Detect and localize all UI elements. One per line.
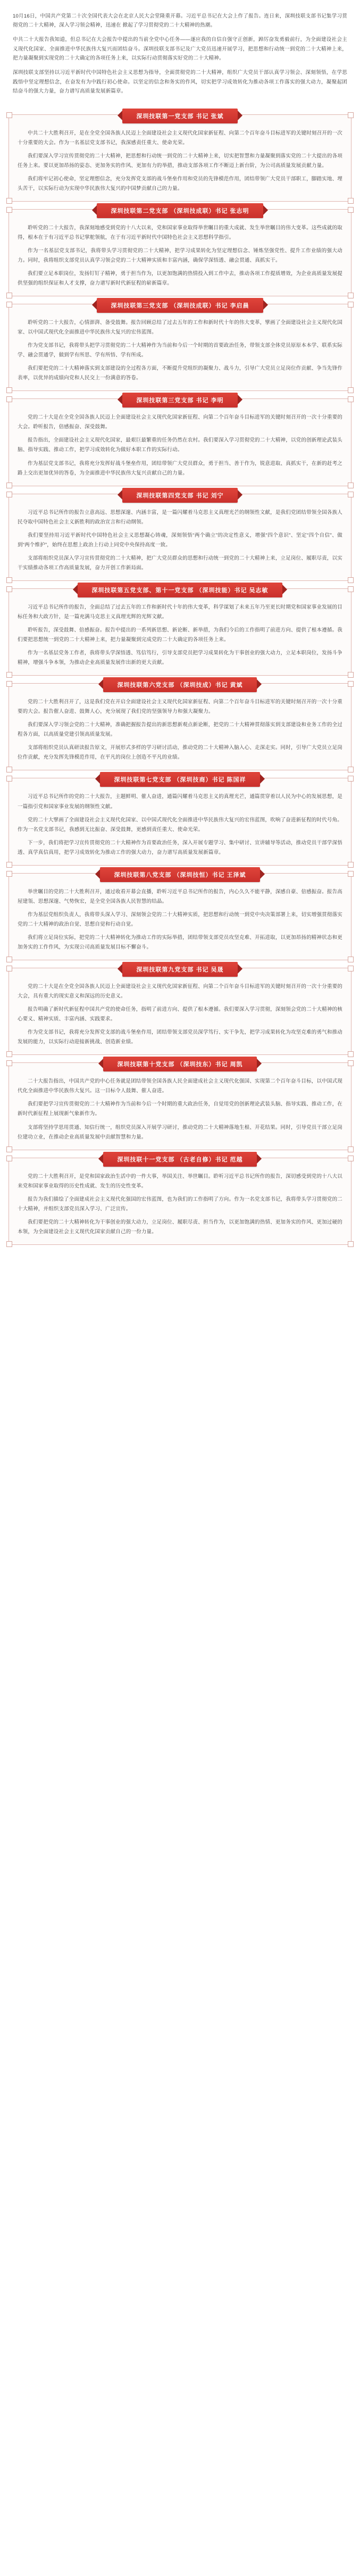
corner-ornament	[6, 1051, 12, 1057]
section	[5, 968, 355, 1055]
section-title-sub: （深圳技恒）书记 王泽斌	[173, 871, 246, 878]
section-card	[9, 968, 351, 1055]
section-body	[18, 792, 342, 857]
section-paragraph: 我们要深入学习宣传贯彻党的二十大精神，把思想和行动统一到党的二十大精神上来，切实把智慧和力量凝聚到落实党的二十大提出的各项任务上来。要以更加昂扬的姿态、更加务实的作风、更加有力的举措，推动支部各项工作不断迈上新台阶，为公司高质量发展贡献力量。	[18, 153, 342, 169]
corner-ornament	[348, 198, 354, 204]
section	[5, 1062, 355, 1150]
section	[5, 398, 355, 486]
section-paragraph: 中共二十大胜利召开，是在全党全国各族人民迈上全面建设社会主义现代化国家新征程、向第二个百年奋斗目标进军的关键时刻召开的一次十分重要的大会。作为一名基层党支部书记，我深感责任重大、使命光荣。	[18, 130, 342, 146]
section-title-banner	[122, 488, 237, 503]
section-title-banner	[100, 772, 259, 787]
section-card	[9, 778, 351, 865]
corner-ornament	[348, 483, 354, 488]
corner-ornament	[348, 862, 354, 868]
section-body	[18, 223, 342, 288]
section-paragraph: 党的二十大胜利召开，是党和国家政治生活中的一件大事，举国关注、举世瞩目。聆听习近平总书记所作的报告，深切感受到党的十八大以来党和国家事业取得的历史性成就、发生的历史性变革。	[18, 1173, 342, 1189]
section-body	[18, 508, 342, 573]
section-title-main: 深圳技联第一党支部	[136, 113, 194, 120]
section-paragraph: 作为党支部书记，我将充分发挥党支部的战斗堡垒作用，团结带领支部党员深学笃行、实干争先，把学习成果转化为攻坚克难的勇气和推动发展的能力，以实际行动迎接新挑战、创造新业绩。	[18, 1029, 342, 1045]
section-title-main: 深圳技联第四党支部	[136, 492, 194, 499]
section-title-sub: （深圳技成）书记 黄斌	[177, 682, 243, 689]
section	[5, 778, 355, 865]
section-title-main: 深圳技联十一党支部	[117, 1156, 175, 1163]
section-title-sub: 书记 刘宁	[196, 492, 224, 499]
section	[5, 588, 355, 676]
section-paragraph: 报告为我们描绘了全面建成社会主义现代化强国的宏伟蓝图，也为我们的工作指明了方向。作为一名党支部书记，我将带头学习贯彻党的二十大精神，并组织支部党员深入学习、广泛宣传。	[18, 1196, 342, 1212]
section	[5, 114, 355, 202]
section-card	[9, 683, 351, 770]
section-title-wrap	[18, 488, 342, 503]
section-body	[18, 1077, 342, 1142]
section-title-main: 深圳技联第三党支部	[136, 397, 194, 404]
section-paragraph: 支部将坚持学思用贯通、知信行统一，组织党员深入开展学习研讨，推动党的二十大精神落地生根、开花结果。同时，引导党员干部立足岗位建功立业，在推动企业高质量发展中贡献智慧和力量。	[18, 1124, 342, 1140]
section-paragraph: 举世瞩目的党的二十大胜利召开，通过收看开幕会直播，聆听习近平总书记所作的报告，内心久久不能平静，深感自豪、倍感振奋。报告高屋建瓴、思想深邃、气势恢宏，是全党全国各族人民智慧的结晶。	[18, 888, 342, 904]
section-paragraph: 聆听党的二十大报告，心情澎湃、备受鼓舞。报告回顾总结了过去五年的工作和新时代十年的伟大变革，擘画了全面建设社会主义现代化国家、以中国式现代化全面推进中华民族伟大复兴的宏伟蓝图。	[18, 320, 342, 336]
section-title-sub: （深圳技能）书记 吴志敏	[196, 587, 269, 594]
section-title-wrap	[18, 583, 342, 597]
section-paragraph: 党的二十大擘画了全面建设社会主义现代化国家、以中国式现代化全面推进中华民族伟大复兴的宏伟蓝图，吹响了奋进新征程的时代号角。作为一名党支部书记，我感到无比振奋、深受鼓舞，更感到责任重大、使命光荣。	[18, 817, 342, 833]
section-paragraph: 作为一名基层党支部书记，我将带头学习贯彻党的二十大精神，把学习成果转化为坚定理想信念、锤炼坚强党性、提升工作业绩的强大动力。同时，我将组织支部党员认真学习领会党的二十大精神实质和丰富内涵，确保学深悟透、融会贯通、真抓实干。	[18, 247, 342, 263]
corner-ornament	[348, 387, 354, 393]
corner-ornament	[6, 672, 12, 678]
section-card	[9, 588, 351, 676]
section-body	[18, 318, 342, 383]
section	[5, 304, 355, 391]
section-title-main: 深圳技联第三党支部	[111, 303, 169, 310]
intro-paragraph: 中共二十大报告我知道，但总书记在大会报告中提出的当前全党中心任务——逐应我的自信自强守正创新，踔厉奋发勇毅前行，为全面建设社会主义现代化国家、全面推进中华民族伟大复兴而团结奋斗。深圳技联支部书记及广大党员迅速开展学习，把思想和行动统一到党的二十大精神上来，把力量凝聚到实现党的二十大确定的各项任务上来，以实际行动贯彻落实好党的二十大精神。	[13, 37, 347, 62]
section-title-banner	[100, 867, 259, 882]
section-body	[18, 603, 342, 668]
section-title-sub: （古老自修）书记 范越	[177, 1156, 243, 1163]
section-paragraph: 作为党支部书记，我将带头把学习贯彻党的二十大精神作为当前和今后一个时期的首要政治任务，带领支部全体党员原原本本学、联系实际学、融会贯通学，做到学有所思、学有所悟、学有所成。	[18, 343, 342, 359]
section-paragraph: 党的二十大胜利召开了，这是我们党在开启全面建设社会主义现代化国家新征程、向第二个百年奋斗目标进军的关键时刻召开的一次十分重要的大会。报告催人奋进、鼓舞人心，充分展现了我们党的坚强领导力和强大凝聚力。	[18, 699, 342, 715]
section-title-main: 深圳技联第十党支部	[117, 1061, 175, 1068]
section-paragraph: 下一步，我们将把学习宣传贯彻党的二十大精神作为首要政治任务，深入开展专题学习、集中研讨、宣讲辅导等活动，推动党员干部学深悟透、真学真信真用，把学习成效转化为推动工作的强大动力，奋力谱写高质量发展新篇章。	[18, 840, 342, 855]
section-title-banner	[97, 298, 263, 313]
section-body	[18, 697, 342, 762]
section	[5, 209, 355, 296]
section-title-main: 深圳技联第六党支部	[117, 682, 175, 689]
section-paragraph: 党的二十大是在全党全国各族人民迈上全面建设社会主义现代化国家新征程、向第二个百年奋斗目标进军的关键时刻召开的一次十分重要的大会。聆听报告，倍感振奋、深受鼓舞。	[18, 414, 342, 430]
section-paragraph: 聆听报告，深受鼓舞、倍感振奋。报告中提出的一系列新思想、新论断、新举措，为我们今后的工作指明了前进方向、提供了根本遵循。我们要把思想统一到党的二十大精神上来，把力量凝聚到完成党的二十大确定的各项任务上来。	[18, 627, 342, 643]
corner-ornament	[348, 672, 354, 678]
section-card	[9, 114, 351, 202]
section-body	[18, 982, 342, 1047]
corner-ornament	[6, 483, 12, 488]
section-title-sub: （深圳技成联）书记 张志明	[170, 207, 249, 214]
section-title-sub: 书记 吴晟	[196, 967, 224, 974]
section-title-wrap	[18, 393, 342, 408]
section-paragraph: 支部将组织党员认真研读报告原文，开展形式多样的学习研讨活动，推动党的二十大精神入脑入心、走深走实。同时，引导广大党员立足岗位作贡献，充分发挥先锋模范作用，在平凡的岗位上创造不平凡的业绩。	[18, 745, 342, 761]
section-paragraph: 我们要把党的二十大精神转化为干事创业的强大动力，立足岗位、履职尽责、担当作为，以更加饱满的热情、更加务实的作风、更加过硬的本领，为全面建设社会主义现代化国家贡献自己的一份力量。	[18, 1219, 342, 1235]
section-title-banner	[78, 583, 282, 597]
section-card	[9, 873, 351, 960]
corner-ornament	[348, 293, 354, 298]
section-title-main: 深圳技联第五党支部、第十一党支部	[91, 587, 194, 594]
corner-ornament	[6, 387, 12, 393]
corner-ornament	[6, 1146, 12, 1152]
section-paragraph: 习近平总书记所作的党的二十大报告，主题鲜明、催人奋进，通篇闪耀着马克思主义的真理光芒，通篇贯穿着以人民为中心的发展思想，是一篇指引党和国家事业发展的纲领性文献。	[18, 794, 342, 810]
section-paragraph: 党的二十大是在全党全国各族人民迈上全面建设社会主义现代化国家新征程、向第二个百年奋斗目标进军的关键时刻召开的一次十分重要的大会，具有重大的现实意义和深远的历史意义。	[18, 984, 342, 1000]
section-card	[9, 494, 351, 581]
corner-ornament	[348, 957, 354, 962]
section-body	[18, 129, 342, 194]
section-body	[18, 1172, 342, 1237]
section-title-banner	[97, 203, 263, 218]
corner-ornament	[6, 957, 12, 962]
section-card	[9, 1158, 351, 1245]
section-paragraph: 习近平总书记所作的报告，全面总结了过去五年的工作和新时代十年的伟大变革，科学谋划了未来五年乃至更长时期党和国家事业发展的目标任务和大政方针，是一篇充满马克思主义真理光辉的光辉文献。	[18, 604, 342, 620]
section	[5, 494, 355, 581]
intro-paragraph: 深圳技联支部坚持以习近平新时代中国特色社会主义思想为指导，全面贯彻党的二十大精神，组织广大党员干部认真学习领会、深刻领悟，在学思践悟中坚定理想信念，在奋发有为中践行初心使命。以坚定的信念和务实的作风，切实把学习成效转化为推动各项工作落实的强大动力，凝聚起团结奋斗的强大力量，奋力谱写高质量发展新篇章。	[13, 70, 347, 95]
section-title-main: 深圳技联第二党支部	[111, 207, 169, 214]
section-card	[9, 304, 351, 391]
corner-ornament	[348, 577, 354, 583]
section-title-wrap	[18, 109, 342, 123]
section-title-wrap	[18, 298, 342, 313]
section-card	[9, 209, 351, 296]
intro-block	[5, 4, 355, 107]
section-paragraph: 习近平总书记所作的报告立意高远、思想深邃、内涵丰富，是一篇闪耀着马克思主义真理光芒的纲领性文献，是我们党团结带领全国各族人民夺取中国特色社会主义新胜利的政治宣言和行动纲领。	[18, 509, 342, 525]
section-title-sub: 书记 张斌	[196, 113, 224, 120]
section-card	[9, 398, 351, 486]
section-title-wrap	[18, 1152, 342, 1167]
section-paragraph: 我们将立足岗位实际，把党的二十大精神转化为推动工作的实际举措，团结带领支部党员攻坚克难、开拓进取，以更加昂扬的精神状态和更加务实的工作作风，为实现公司高质量发展目标不懈奋斗。	[18, 934, 342, 950]
section-title-sub: （深圳技商）书记 陈国祥	[173, 777, 246, 784]
document-page	[0, 0, 360, 1262]
section-title-banner	[103, 1152, 256, 1167]
corner-ornament	[6, 1241, 12, 1247]
section-paragraph: 作为一名基层党务工作者，我将带头学深悟透、笃信笃行，引导支部党员把学习成果转化为干事创业的强大动力，立足本职岗位，发扬斗争精神，增强斗争本领，为推动企业高质量发展作出新的更大贡献。	[18, 650, 342, 666]
section-body	[18, 887, 342, 952]
section-title-wrap	[18, 677, 342, 692]
section-paragraph: 我们要坚持用习近平新时代中国特色社会主义思想凝心铸魂，深刻领悟“两个确立”的决定性意义，增强“四个意识”、坚定“四个自信”、做到“两个维护”，始终在思想上政治上行动上同党中央保持高度一致。	[18, 532, 342, 548]
section-paragraph: 二十大报告指出，中国共产党的中心任务就是团结带领全国各族人民全面建成社会主义现代化强国、实现第二个百年奋斗目标，以中国式现代化全面推进中华民族伟大复兴。这一目标令人鼓舞、催人奋进。	[18, 1078, 342, 1094]
section-title-banner	[122, 393, 237, 408]
section-title-main: 深圳技联第九党支部	[136, 967, 194, 974]
section-paragraph: 支部将组织党员深入学习宣传贯彻党的二十大精神，把广大党员群众的思想和行动统一到党的二十大精神上来，立足岗位、履职尽责，以实干实绩推动各项工作高质量发展，奋力开创工作新局面。	[18, 555, 342, 571]
intro-paragraph: 10月16日，中国共产党第二十次全国代表大会在北京人民大会堂隆重开幕。习近平总书记在大会上作了报告。连日来，深圳技联支部书记集学习贯彻党的二十大精神，深入学习领会精神，迅速在 掀起了学习贯彻党的二十大精神的热潮。	[13, 13, 347, 29]
corner-ornament	[6, 862, 12, 868]
section-title-main: 深圳技联第七党支部	[114, 777, 172, 784]
section-title-banner	[103, 677, 256, 692]
corner-ornament	[6, 767, 12, 772]
section-paragraph: 我们要把学习宣传贯彻党的二十大精神作为当前和今后一个时期的重大政治任务，自觉用党的创新理论武装头脑、指导实践、推动工作，在新时代新征程上展现新气象新作为。	[18, 1101, 342, 1117]
section-title-wrap	[18, 1057, 342, 1071]
section	[5, 683, 355, 770]
corner-ornament	[348, 1146, 354, 1152]
section	[5, 873, 355, 960]
corner-ornament	[6, 198, 12, 204]
corner-ornament	[348, 1051, 354, 1057]
section-body	[18, 413, 342, 478]
section-title-sub: 书记 李明	[196, 397, 224, 404]
section-paragraph: 作为基层党支部书记，我将充分发挥好战斗堡垒作用，团结带领广大党员群众，勇于担当、善于作为，锐意进取、真抓实干，在新的赶考之路上交出更加优异的答卷，为全面推进中华民族伟大复兴贡献自己的力量。	[18, 460, 342, 476]
corner-ornament	[348, 1241, 354, 1247]
section-paragraph: 聆听党的二十大报告，我深刻地感受到党的十八大以来，党和国家事业取得举世瞩目的重大成就、发生举世瞩目的伟大变革。这些成就的取得，根本在于有习近平总书记掌舵领航，在于有习近平新时代中国特色社会主义思想科学指引。	[18, 225, 342, 240]
section-title-banner	[122, 109, 237, 123]
section-title-banner	[122, 962, 237, 977]
section-title-wrap	[18, 203, 342, 218]
section-title-banner	[103, 1057, 256, 1071]
section-paragraph: 我们要立足本职岗位，发扬钉钉子精神，勇于担当作为，以更加饱满的热情投入到工作中去，推动各项工作提质增效，为企业高质量发展提供坚强的组织保证和人才支撑，奋力谱写新时代新征程的崭新篇章。	[18, 270, 342, 287]
section-title-sub: （深圳技东）书记 周凯	[177, 1061, 243, 1068]
section-paragraph: 作为基层党组织负责人，我将带头深入学习、深刻领会党的二十大精神实质，把思想和行动统一到党中央决策部署上来，切实增强贯彻落实党的二十大精神的政治自觉、思想自觉和行动自觉。	[18, 911, 342, 927]
corner-ornament	[348, 767, 354, 772]
section-paragraph: 我们要把党的二十大精神落实到支部建设的全过程各方面，不断提升党组织的凝聚力、战斗力，引导广大党员立足岗位作贡献、争当先锋作表率，以优异的成绩向党和人民交上一份满意的答卷。	[18, 365, 342, 381]
section-card	[9, 1062, 351, 1150]
section-title-wrap	[18, 962, 342, 977]
section-paragraph: 报告指出，全面建设社会主义现代化国家，最艰巨最繁重的任务仍然在农村。我们要深入学习贯彻党的二十大精神，以党的创新理论武装头脑、指导实践、推动工作，把学习成效转化为做好本职工作的实际行动。	[18, 437, 342, 453]
section-title-wrap	[18, 772, 342, 787]
section-title-main: 深圳技联第八党支部	[114, 871, 172, 878]
section-title-wrap	[18, 867, 342, 882]
section-title-sub: （深圳技成联）书记 李启晨	[170, 303, 249, 310]
section-paragraph: 报告明确了新时代新征程中国共产党的使命任务，指明了前进方向、提供了根本遵循。我们要深入学习贯彻，深刻领会党的二十大精神的核心要义、精神实质、丰富内涵、实践要求。	[18, 1007, 342, 1023]
section-paragraph: 我们将牢记初心使命，坚定理想信念，充分发挥党支部的战斗堡垒作用和党员的先锋模范作用，团结带领广大党员干部职工，脚踏实地、埋头苦干，以实际行动为实现中华民族伟大复兴的中国梦贡献自己的力量。	[18, 176, 342, 192]
section-paragraph: 我们要深入学习领会党的二十大精神，准确把握报告提出的新思想新观点新论断，把党的二十大精神贯彻落实到支部建设和业务工作的全过程各方面，以高质量党建引领高质量发展。	[18, 722, 342, 738]
corner-ornament	[6, 577, 12, 583]
corner-ornament	[6, 293, 12, 298]
section	[5, 1158, 355, 1245]
